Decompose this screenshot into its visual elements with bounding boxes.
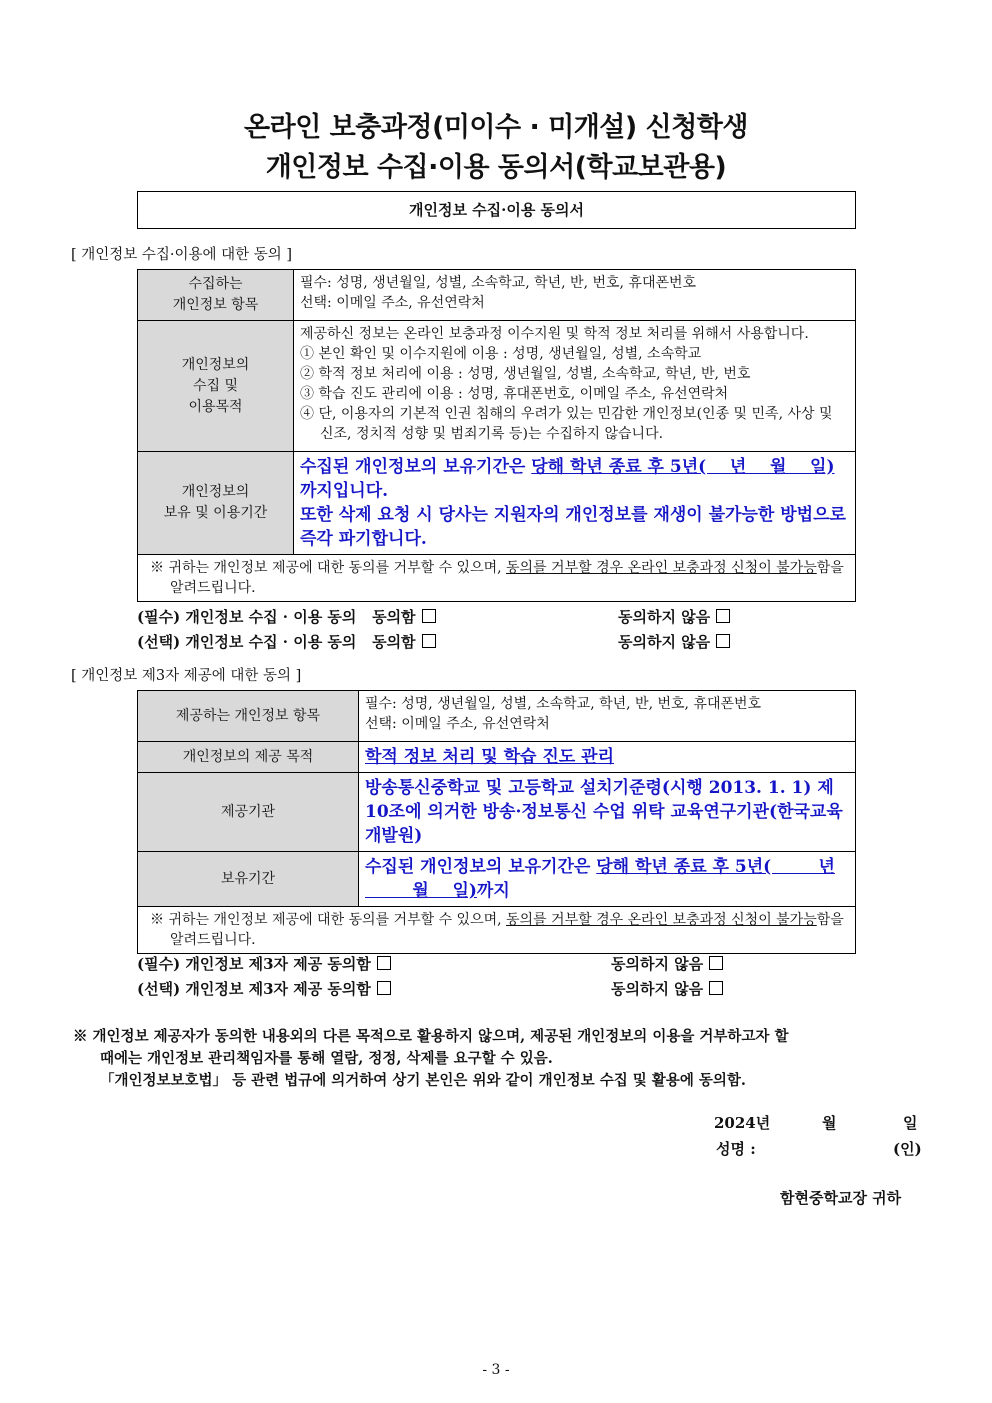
tp-period-cell [359,852,856,907]
note-text-b: 동의를 거부할 경우 온라인 보충과정 신청이 불가능 [506,560,817,576]
tp-period-text-c: 월 일) [365,881,477,901]
tp-purpose-value: 학적 정보 처리 및 학습 진도 관리 [365,747,614,767]
purpose-item-3: ③ 학습 진도 관리에 이용 : 성명, 휴대폰번호, 이메일 주소, 유선연락처 [300,386,729,402]
tp-disagree-optional-checkbox[interactable] [709,981,723,995]
retention-text-a: 수집된 개인정보의 보유기간은 [300,457,532,477]
signature-seal: (인) [893,1140,922,1158]
tp-disagree-required-label: 동의하지 않음 [611,955,704,973]
disagree-required-label: 동의하지 않음 [618,608,711,626]
tp-purpose-cell [359,742,856,773]
recipient: 함현중학교장 귀하 [780,1189,902,1207]
retention-header: 개인정보의 보유 및 이용기간 [138,452,294,555]
note-text-c: 함을 알려드립니다. [170,560,844,596]
page-number: - 3 - [482,1362,510,1378]
tp-items-optional: 선택: 이메일 주소, 유선연락처 [365,716,550,732]
tp-period-text-b: 당해 학년 종료 후 5년( 년 [596,857,835,877]
footer-line-1: ※ 개인정보 제공자가 동의한 내용외의 다른 목적으로 활용하지 않으며, 제공된 개인정보의 이용을 거부하고자 할 [73,1028,789,1045]
date-year: 2024년 [714,1114,771,1132]
date-month: 월 [822,1114,837,1132]
tp-period-text-a: 수집된 개인정보의 보유기간은 [365,857,597,877]
tp-disagree-required-checkbox[interactable] [709,956,723,970]
tp-period-text-d: 까지 [476,881,510,901]
tp-agree-required-checkbox[interactable] [377,956,391,970]
disagree-optional-label: 동의하지 않음 [618,633,711,651]
consent-form-header: 개인정보 수집·이용 동의서 [137,191,856,229]
items-required: 필수: 성명, 생년월일, 성별, 소속학교, 학년, 반, 번호, 휴대폰번호 [300,275,697,291]
purpose-item-4: ④ 단, 이용자의 기본적 인권 침해의 우려가 있는 민감한 개인정보(인종 및 민족, 사상 및 신조, 정치적 성향 및 범죄기록 등)는 수집하지 않습니다. [300,406,833,442]
tp-agree-required-row [137,953,391,974]
disagree-required-row [618,606,730,627]
tp-org-header: 제공기관 [138,773,359,852]
section2-heading: [ 개인정보 제3자 제공에 대한 동의 ] [71,668,302,684]
tp-refusal-note [138,907,856,954]
refusal-note [138,555,856,602]
tp-items-header: 제공하는 개인정보 항목 [138,691,359,742]
tp-agree-optional-row [137,978,391,999]
disagree-required-checkbox[interactable] [716,609,730,623]
tp-disagree-optional-row [611,978,723,999]
tp-agree-optional-label: (선택) 개인정보 제3자 제공 동의함 [137,980,371,998]
tp-items-cell [359,691,856,742]
collection-table [137,269,856,602]
retention-cell [294,452,856,555]
disagree-optional-row [618,631,730,652]
agree-optional-label: (선택) 개인정보 수집 · 이용 동의 동의함 [137,633,416,651]
agree-optional-checkbox[interactable] [422,634,436,648]
note-text-a: ※ 귀하는 개인정보 제공에 대한 동의를 거부할 수 있으며, [150,560,507,576]
tp-note-text-c: 함을 알려드립니다. [170,912,844,948]
purpose-item-2: ② 학적 정보 처리에 이용 : 성명, 생년월일, 성별, 소속학교, 학년, 반, 번호 [300,366,751,382]
items-header: 수집하는 개인정보 항목 [138,270,294,321]
agree-required-row [137,606,436,627]
doc-title-line2: 개인정보 수집·이용 동의서(학교보관용) [265,152,727,183]
items-optional: 선택: 이메일 주소, 유선연락처 [300,295,485,311]
footer-line-3: 「개인정보보호법」 등 관련 법규에 의거하여 상기 본인은 위와 같이 개인정보 수집 및 활용에 동의함. [100,1072,746,1089]
retention-text-c: 까지입니다. [300,481,389,501]
date-day: 일 [903,1114,918,1132]
purpose-cell [294,321,856,452]
tp-agree-required-label: (필수) 개인정보 제3자 제공 동의함 [137,955,371,973]
tp-agree-optional-checkbox[interactable] [377,981,391,995]
footer-notice [73,1026,923,1092]
tp-org-value: 방송통신중학교 및 고등학교 설치기준령(시행 2013. 1. 1) 제10조에 의거한 방송·정보통신 수업 위탁 교육연구기관(한국교육개발원) [365,778,843,846]
section1-heading: [ 개인정보 수집·이용에 대한 동의 ] [71,247,293,263]
footer-line-2: 때에는 개인정보 관리책임자를 통해 열람, 정정, 삭제를 요구할 수 있음. [100,1050,553,1067]
purpose-item-1: ① 본인 확인 및 이수지원에 이용 : 성명, 생년월일, 성별, 소속학교 [300,346,702,362]
disagree-optional-checkbox[interactable] [716,634,730,648]
agree-optional-row [137,631,436,652]
tp-items-required: 필수: 성명, 생년월일, 성별, 소속학교, 학년, 반, 번호, 휴대폰번호 [365,696,762,712]
tp-note-text-b: 동의를 거부할 경우 온라인 보충과정 신청이 불가능 [506,912,817,928]
third-party-table [137,690,856,954]
tp-disagree-required-row [611,953,723,974]
agree-required-label: (필수) 개인정보 수집 · 이용 동의 동의함 [137,608,416,626]
retention-period: 당해 학년 종료 후 5년( 년 월 일) [531,457,835,477]
tp-disagree-optional-label: 동의하지 않음 [611,980,704,998]
retention-destroy: 또한 삭제 요청 시 당사는 지원자의 개인정보를 재생이 불가능한 방법으로 즉각 파기합니다. [300,505,846,549]
purpose-header: 개인정보의 수집 및 이용목적 [138,321,294,452]
tp-note-text-a: ※ 귀하는 개인정보 제공에 대한 동의를 거부할 수 있으며, [150,912,507,928]
items-cell [294,270,856,321]
tp-purpose-header: 개인정보의 제공 목적 [138,742,359,773]
doc-title-line1: 온라인 보충과정(미이수 · 미개설) 신청학생 [244,112,748,143]
agree-required-checkbox[interactable] [422,609,436,623]
tp-period-header: 보유기간 [138,852,359,907]
signature-label: 성명 : [716,1140,756,1158]
purpose-intro: 제공하신 정보는 온라인 보충과정 이수지원 및 학적 정보 처리를 위해서 사용합니다. [300,326,809,342]
tp-org-cell [359,773,856,852]
